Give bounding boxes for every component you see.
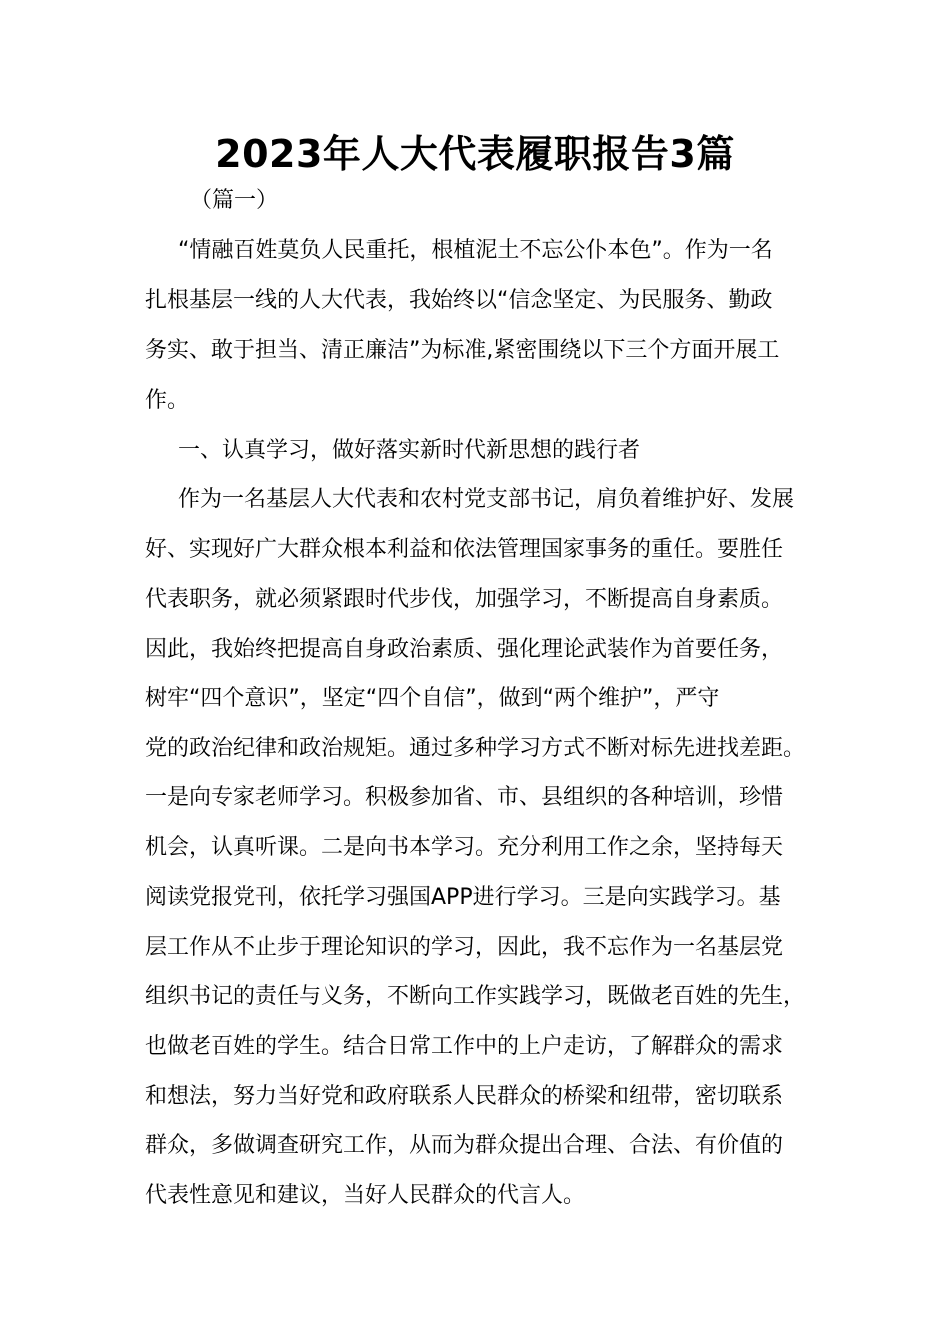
- section-heading: 一、认真学习，做好落实新时代新思想的践行者: [178, 438, 641, 463]
- paragraph-line: 因此，我始终把提高自身政治素质、强化理论武装作为首要任务，: [145, 637, 784, 662]
- paragraph-line: 作为一名基层人大代表和农村党支部书记，肩负着维护好、发展: [178, 487, 795, 512]
- paragraph-line: 阅读党报党刊，依托学习强国APP进行学习。三是向实践学习。基: [145, 885, 781, 910]
- paragraph-line: 树牢“四个意识”，坚定“四个自信”，做到“两个维护”，严守: [145, 686, 720, 711]
- paragraph-line: 群众，多做调查研究工作，从而为群众提出合理、合法、有价值的: [145, 1133, 784, 1158]
- paragraph-line: 务实、敢于担当、清正廉洁”为标准,紧密围绕以下三个方面开展工: [145, 338, 780, 363]
- paragraph-line: “情融百姓莫负人民重托，根植泥土不忘公仆本色”。作为一名: [178, 238, 773, 263]
- paragraph-line: 作。: [145, 388, 190, 413]
- paragraph-line: 也做老百姓的学生。结合日常工作中的上户走访，了解群众的需求: [145, 1034, 784, 1059]
- paragraph-line: 代表性意见和建议，当好人民群众的代言人。: [145, 1183, 586, 1208]
- paragraph-line: 代表职务，就必须紧跟时代步伐，加强学习，不断提高自身素质。: [145, 587, 784, 612]
- paragraph-line: 和想法，努力当好党和政府联系人民群众的桥梁和纽带，密切联系: [145, 1084, 784, 1109]
- part-label: （篇一）: [190, 188, 279, 213]
- paragraph-line: 党的政治纪律和政治规矩。通过多种学习方式不断对标先进找差距。: [145, 736, 806, 761]
- paragraph-line: 组织书记的责任与义务，不断向工作实践学习，既做老百姓的先生，: [145, 984, 806, 1009]
- paragraph-line: 机会，认真听课。二是向书本学习。充分利用工作之余，坚持每天: [145, 835, 784, 860]
- document-title: 2023年人大代表履职报告3篇: [215, 132, 735, 176]
- paragraph-line: 扎根基层一线的人大代表，我始终以“信念坚定、为民服务、勤政: [145, 288, 773, 313]
- paragraph-line: 好、实现好广大群众根本利益和依法管理国家事务的重任。要胜任: [145, 537, 784, 562]
- paragraph-line: 层工作从不止步于理论知识的学习，因此，我不忘作为一名基层党: [145, 935, 784, 960]
- paragraph-line: 一是向专家老师学习。积极参加省、市、县组织的各种培训，珍惜: [145, 785, 784, 810]
